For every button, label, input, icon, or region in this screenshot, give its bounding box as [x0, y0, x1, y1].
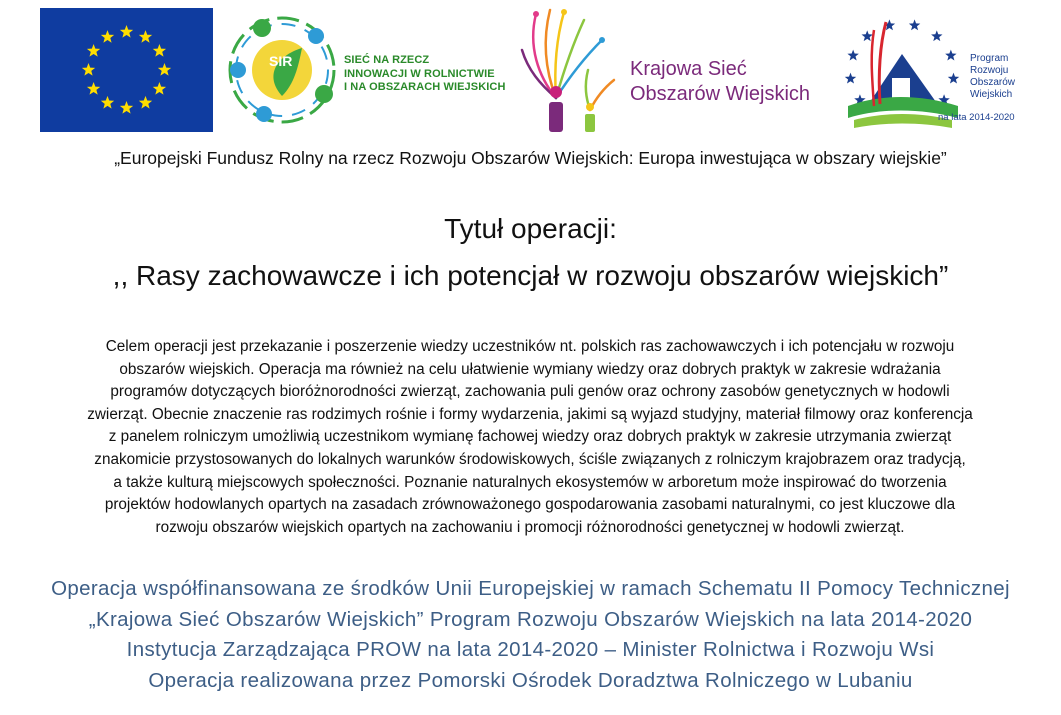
prow-star-icon [945, 50, 956, 61]
operation-title-heading: Tytuł operacji: [444, 213, 617, 244]
prow-line-4: Wiejskich [970, 89, 1013, 100]
eu-flag-logo [40, 8, 213, 132]
sir-line-1: SIEĆ NA RZECZ [344, 54, 430, 66]
sir-logo-text [344, 54, 506, 95]
fund-slogan: „Europejski Fundusz Rolny na rzecz Rozwoju Obszarów Wiejskich: Europa inwestująca w obszary wiejskie” [114, 148, 947, 168]
prow-logo-text [970, 53, 1015, 101]
ksow-line-2: Obszarów Wiejskich [630, 83, 811, 105]
sir-line-3: I NA OBSZARACH WIEJSKICH [344, 81, 506, 93]
operation-title-name: ,, Rasy zachowawcze i ich potencjał w rozwoju obszarów wiejskich” [112, 260, 949, 291]
prow-years: na lata 2014-2020 [938, 112, 1015, 123]
funding-footer [0, 574, 1061, 696]
sir-emblem-icon [224, 6, 344, 134]
ksow-logo-text [630, 57, 810, 107]
description-line: Celem operacji jest przekazanie i poszerzenie wiedzy uczestników nt. polskich ras zachowawczych i ich potencjału w rozwoju [105, 338, 955, 355]
sir-line-2: INNOWACJI W ROLNICTWIE [344, 67, 495, 80]
prow-line-3: Obszarów [970, 77, 1016, 88]
prow-logo [840, 14, 1040, 134]
ksow-line-1: Krajowa Sieć [630, 58, 747, 80]
footer-line: Instytucja Zarządzająca PROW na lata 2014-2020 – Minister Rolnictwa i Rozwoju Wsi [126, 638, 935, 661]
eu-flag-icon [40, 8, 213, 132]
description-line: programów dotyczących bioróżnorodności zwierząt, zachowania puli genów oraz ochrony zasobów genetycznych w hodowli [110, 383, 950, 401]
description-line: z panelem rolniczym umożliwią uczestnikom wymianę fachowej wiedzy oraz dobrych praktyk w zakresie utrzymania zwierząt [108, 428, 952, 446]
operation-description [30, 336, 1030, 539]
prow-line-2: Rozwoju [970, 65, 1009, 76]
prow-line-1: Program [970, 53, 1009, 64]
description-line: zwierząt. Obecnie znaczenie ras rodzimych rośnie i formy wydarzenia, jakimi są wyjazd studyjny, materiał filmowy oraz konferencja [87, 405, 973, 423]
prow-star-icon [845, 73, 856, 84]
prow-star-icon [862, 30, 873, 41]
prow-star-icon [847, 50, 858, 61]
footer-line: „Krajowa Sieć Obszarów Wiejskich” Program Rozwoju Obszarów Wiejskich na lata 2014-2020 [88, 607, 973, 631]
sir-emblem-text: SIR [269, 53, 293, 69]
description-line: a także kulturą miejscowych społeczności. Poznanie naturalnych ekosystemów w arboretum może inspirować do tworzenia [113, 473, 947, 491]
description-line: projektów hodowlanych opartych na zasadach zrównoważonego gospodarowania zasobami naturalnymi, co jest kluczowe dla [104, 496, 956, 514]
prow-star-icon [931, 30, 942, 41]
footer-line: Operacja realizowana przez Pomorski Ośrodek Doradztwa Rolniczego w Lubaniu [148, 668, 913, 692]
description-line: rozwoju obszarów wiejskich opartych na zachowaniu i promocji różnorodności genetycznej w hodowli zwierząt. [155, 518, 905, 536]
ksow-emblem-icon [518, 6, 628, 134]
description-line: obszarów wiejskich. Operacja ma również na celu ułatwienie wymiany wiedzy oraz dobrych praktyk w zakresie wdrażania [119, 360, 941, 378]
prow-star-icon [909, 19, 920, 30]
logo-bar [0, 0, 1061, 140]
ksow-logo [518, 6, 828, 134]
description-line: znakomicie przystosowanych do lokalnych warunków środowiskowych, ściśle związanych z rolniczym krajobrazem oraz tradycją, [94, 450, 966, 468]
footer-line: Operacja współfinansowana ze środków Unii Europejskiej w ramach Schematu II Pomocy Technicznej [51, 577, 1010, 600]
sir-logo [224, 6, 514, 134]
prow-star-icon [948, 73, 959, 84]
